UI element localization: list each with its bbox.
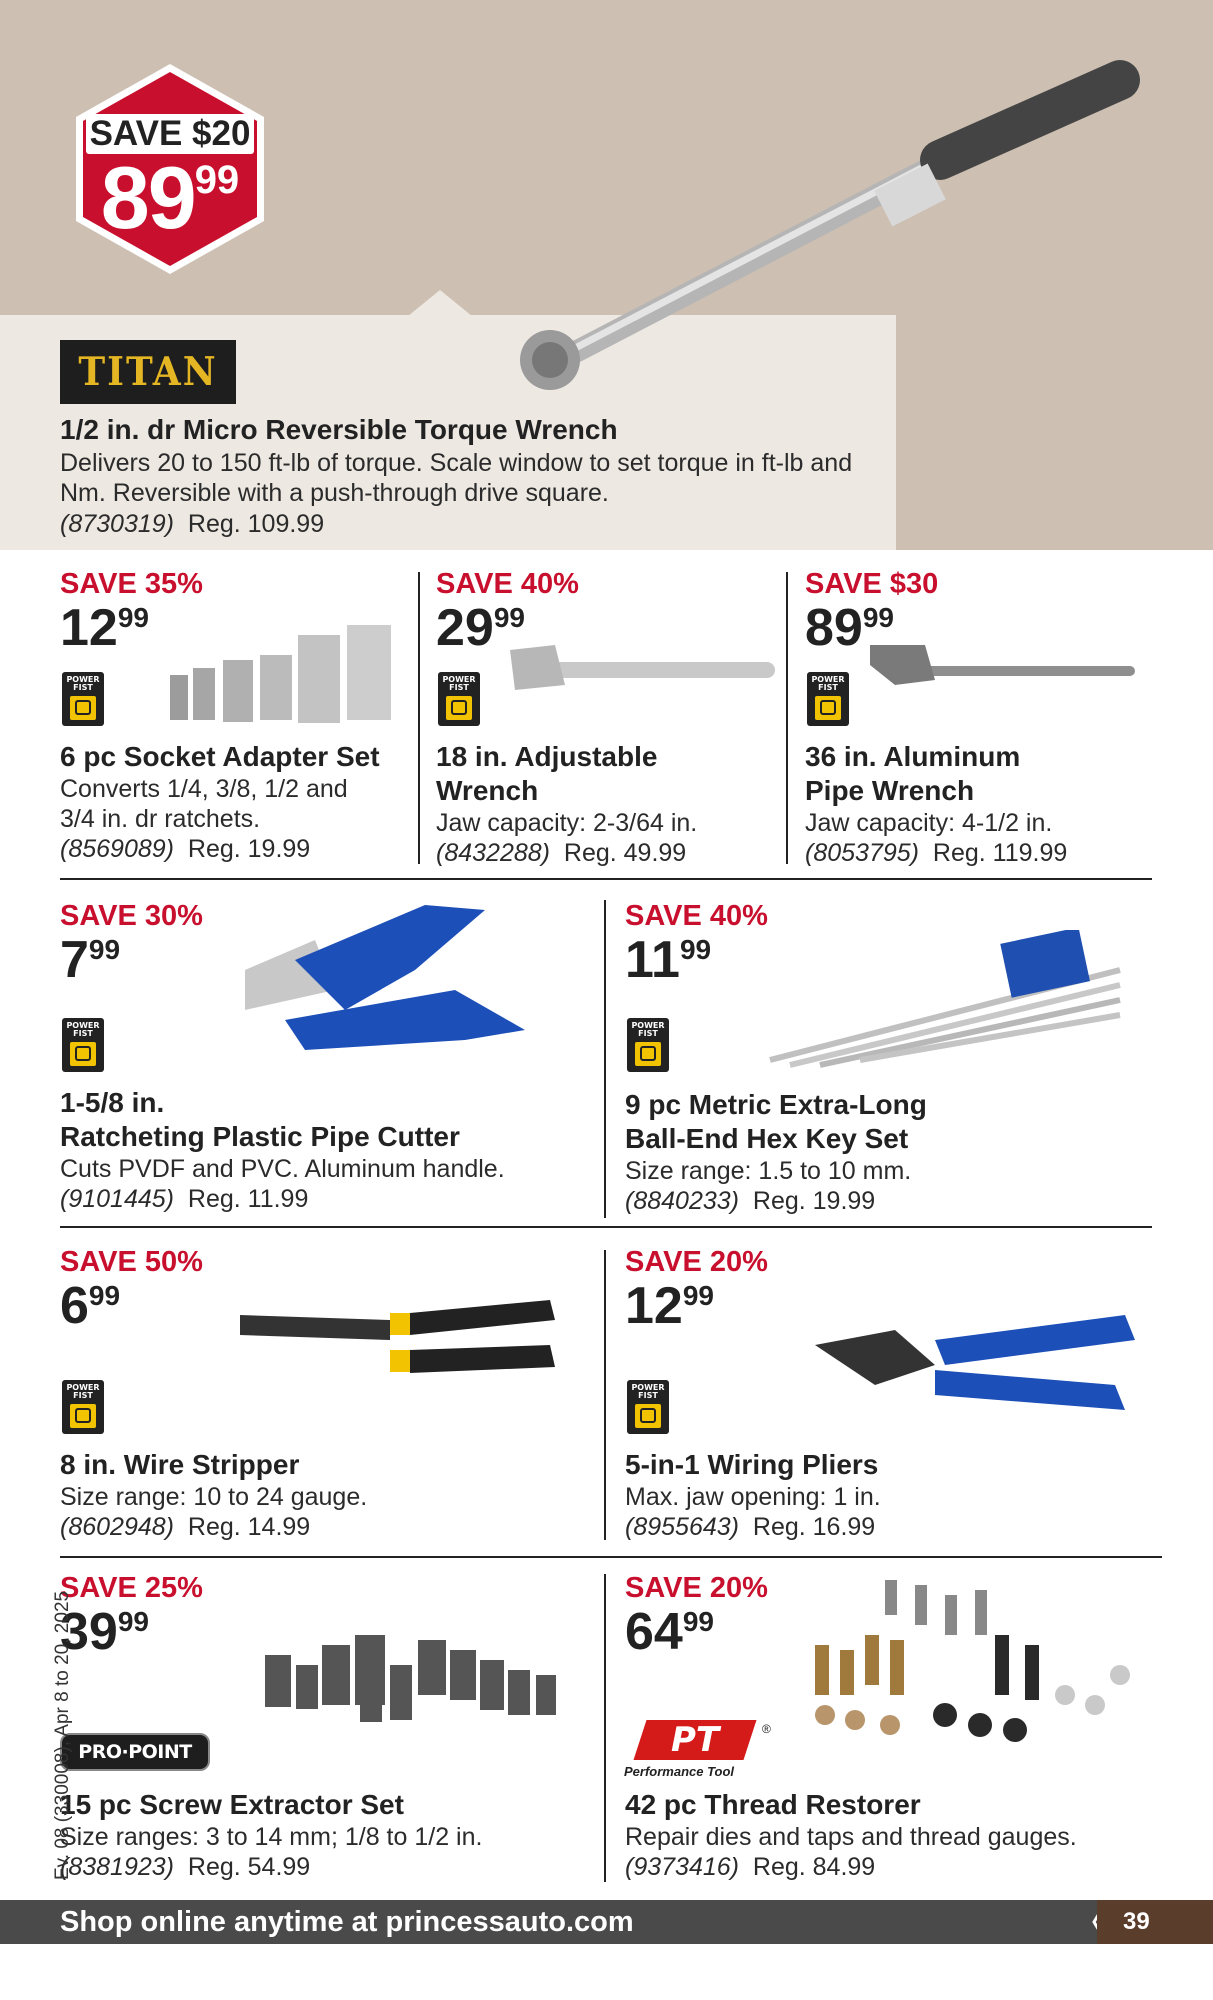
product-price-block: [625, 1572, 768, 1661]
product-info: [60, 1086, 590, 1214]
hero-sku: (8730319): [60, 510, 174, 538]
price-dollars: 64: [625, 1603, 683, 1661]
sale-price: [625, 1603, 768, 1661]
hero-product-description: Delivers 20 to 150 ft-lb of torque. Scale window to set torque in ft-lb and Nm. Reversible with a push-through drive square.: [60, 449, 853, 507]
power-fist-logo-bottom: FIST: [638, 1029, 658, 1038]
divider-h-row1: [60, 878, 1152, 880]
product-title: 6 pc Socket Adapter Set: [60, 741, 380, 772]
power-fist-logo-text: [62, 1384, 104, 1400]
product-code-line: [625, 1512, 1145, 1542]
pipe-wrench-image: [865, 640, 1145, 700]
hero-product-code: [60, 510, 324, 539]
hero-price: [86, 148, 254, 247]
product-info: [60, 1448, 590, 1542]
power-fist-logo-bottom: FIST: [449, 683, 469, 692]
power-fist-logo: [62, 1380, 104, 1434]
sale-price: [60, 1603, 203, 1661]
price-cents: 99: [88, 1280, 121, 1311]
product-title: 5-in-1 Wiring Pliers: [625, 1449, 879, 1480]
product-description: 3/4 in. dr ratchets.: [60, 805, 261, 833]
fist-icon: [75, 1408, 91, 1423]
product-info: [60, 740, 410, 864]
regular-price: Reg. 16.99: [752, 1513, 876, 1541]
power-fist-logo-text: [438, 676, 480, 692]
hero-price-badge: [72, 62, 268, 276]
product-info: [625, 1788, 1145, 1882]
power-fist-logo: [807, 672, 849, 726]
pt-logo-mark: PT: [670, 1720, 720, 1760]
save-label: SAVE 35%: [60, 568, 203, 600]
titan-logo: [60, 340, 236, 404]
sale-price: [60, 931, 203, 989]
price-cents: 99: [117, 1606, 149, 1637]
performance-tool-logo: [622, 1720, 782, 1780]
power-fist-logo-bottom: FIST: [73, 1029, 93, 1038]
divider-v-row1-a: [418, 572, 420, 864]
adjustable-wrench-image: [505, 640, 785, 700]
product-info: [805, 740, 1145, 868]
product-info: [60, 1788, 590, 1882]
price-dollars: 89: [805, 599, 863, 657]
propoint-logo: [60, 1733, 210, 1771]
divider-v-row4: [604, 1574, 606, 1882]
page-number-tab: [1097, 1900, 1213, 1944]
price-dollars: 7: [60, 931, 89, 989]
pipe-cutter-image: [225, 900, 565, 1060]
power-fist-logo-text: [627, 1022, 669, 1038]
product-description: Jaw capacity: 4-1/2 in.: [805, 809, 1053, 837]
power-fist-logo-text: [627, 1384, 669, 1400]
screw-extractor-image: [260, 1615, 570, 1735]
hero-notch: [408, 290, 472, 316]
product-description: Repair dies and taps and thread gauges.: [625, 1823, 1077, 1851]
product-title: Pipe Wrench: [805, 775, 975, 806]
divider-h-row3: [60, 1556, 1162, 1558]
product-sku: (8569089): [60, 835, 174, 863]
regular-price: Reg. 19.99: [187, 835, 311, 863]
product-price-block: [625, 900, 768, 989]
product-sku: (8432288): [436, 839, 550, 867]
power-fist-logo-text: [62, 676, 104, 692]
power-fist-logo-top: POWER: [66, 1021, 100, 1030]
hero-save-label: SAVE $20: [86, 114, 254, 154]
torque-wrench-image: [500, 60, 1160, 400]
save-label: SAVE 40%: [436, 568, 579, 600]
fist-icon: [75, 700, 91, 715]
power-fist-logo: [438, 672, 480, 726]
wire-stripper-image: [240, 1295, 560, 1385]
power-fist-logo-top: POWER: [811, 675, 845, 684]
product-title: 15 pc Screw Extractor Set: [60, 1789, 404, 1820]
fist-icon: [640, 1046, 656, 1061]
page-number: 39: [1123, 1908, 1150, 1935]
price-cents: 99: [682, 1606, 714, 1637]
regular-price: Reg. 119.99: [932, 839, 1068, 867]
power-fist-logo-top: POWER: [631, 1021, 665, 1030]
product-title: 8 in. Wire Stripper: [60, 1449, 300, 1480]
product-code-line: [625, 1852, 1145, 1882]
product-sku: (9373416): [625, 1853, 739, 1881]
product-price-block: [60, 900, 203, 989]
save-label: SAVE 50%: [60, 1246, 203, 1278]
power-fist-logo-top: POWER: [631, 1383, 665, 1392]
price-cents: 99: [88, 934, 121, 965]
footer-bar: [0, 1900, 1213, 1944]
product-code-line: [60, 1184, 590, 1214]
power-fist-logo-top: POWER: [66, 1383, 100, 1392]
price-dollars: 12: [625, 1277, 683, 1335]
power-fist-logo: [627, 1018, 669, 1072]
product-description: Cuts PVDF and PVC. Aluminum handle.: [60, 1155, 505, 1183]
sale-price: [625, 1277, 768, 1335]
power-fist-logo-text: [62, 1022, 104, 1038]
price-cents: 99: [493, 602, 525, 633]
socket-adapter-image: [165, 620, 395, 730]
regular-price: Reg. 84.99: [752, 1853, 876, 1881]
fist-icon: [75, 1046, 91, 1061]
product-title: Ratcheting Plastic Pipe Cutter: [60, 1121, 460, 1152]
product-title: 42 pc Thread Restorer: [625, 1789, 921, 1820]
product-title: Ball-End Hex Key Set: [625, 1123, 909, 1154]
price-cents: 99: [679, 934, 712, 965]
save-label: SAVE 40%: [625, 900, 768, 932]
price-dollars: 6: [60, 1277, 89, 1335]
product-code-line: [436, 838, 776, 868]
power-fist-logo-bottom: FIST: [638, 1391, 658, 1400]
hero-price-dollars: 89: [100, 148, 195, 247]
product-sku: (8381923): [60, 1853, 174, 1881]
product-description: Size range: 10 to 24 gauge.: [60, 1483, 368, 1511]
product-sku: (8053795): [805, 839, 919, 867]
fist-icon: [640, 1408, 656, 1423]
product-title: 1-5/8 in.: [60, 1087, 165, 1118]
pt-logo-block: [634, 1720, 757, 1760]
footer-shop-online-link[interactable]: Shop online anytime at princessauto.com: [60, 1906, 634, 1938]
regular-price: Reg. 11.99: [187, 1185, 309, 1213]
hero-product-title: 1/2 in. dr Micro Reversible Torque Wrench: [60, 414, 618, 445]
product-code-line: [805, 838, 1145, 868]
product-code-line: [60, 1512, 590, 1542]
product-price-block: [60, 1246, 203, 1335]
fist-icon: [820, 700, 836, 715]
fist-icon: [451, 700, 467, 715]
power-fist-logo: [62, 1018, 104, 1072]
product-title: 18 in. Adjustable: [436, 741, 658, 772]
thread-restorer-image: [795, 1575, 1155, 1755]
product-description: Max. jaw opening: 1 in.: [625, 1483, 881, 1511]
regular-price: Reg. 14.99: [187, 1513, 311, 1541]
hex-key-set-image: [760, 930, 1150, 1080]
product-sku: (9101445): [60, 1185, 174, 1213]
save-label: SAVE 25%: [60, 1572, 203, 1604]
pt-logo-registered: ®: [762, 1722, 771, 1736]
product-price-block: [625, 1246, 768, 1335]
price-dollars: 39: [60, 1603, 118, 1661]
product-info: [625, 1088, 1145, 1216]
price-dollars: 11: [625, 931, 680, 989]
product-description: Size ranges: 3 to 14 mm; 1/8 to 1/2 in.: [60, 1823, 483, 1851]
pt-logo-subtitle: Performance Tool: [624, 1764, 735, 1779]
product-info: [625, 1448, 1145, 1542]
product-description: Converts 1/4, 3/8, 1/2 and: [60, 775, 348, 803]
save-label: SAVE 30%: [60, 900, 203, 932]
power-fist-logo-top: POWER: [442, 675, 476, 684]
power-fist-logo: [62, 672, 104, 726]
regular-price: Reg. 19.99: [752, 1187, 876, 1215]
divider-v-row2: [604, 900, 606, 1218]
hero-reg-price: Reg. 109.99: [187, 510, 325, 538]
product-description: Jaw capacity: 2-3/64 in.: [436, 809, 698, 837]
product-title: Wrench: [436, 775, 539, 806]
product-title: 36 in. Aluminum: [805, 741, 1021, 772]
product-code-line: [60, 1852, 590, 1882]
product-title: 9 pc Metric Extra-Long: [625, 1089, 927, 1120]
hero-price-cents: 99: [194, 158, 240, 202]
regular-price: Reg. 54.99: [187, 1853, 311, 1881]
power-fist-logo-bottom: FIST: [73, 683, 93, 692]
divider-h-row2: [60, 1226, 1152, 1228]
save-label: SAVE 20%: [625, 1572, 768, 1604]
wiring-pliers-image: [815, 1310, 1145, 1420]
power-fist-logo-bottom: FIST: [73, 1391, 93, 1400]
price-cents: 99: [682, 1280, 714, 1311]
divider-v-row3: [604, 1250, 606, 1540]
save-label: SAVE $30: [805, 568, 939, 600]
save-label: SAVE 20%: [625, 1246, 768, 1278]
flyer-edition-text: Ev. 08 (330008), Apr 8 to 20, 2025: [52, 1590, 73, 1880]
regular-price: Reg. 49.99: [563, 839, 687, 867]
price-cents: 99: [862, 602, 894, 633]
sale-price: [60, 1277, 203, 1335]
power-fist-logo-text: [807, 676, 849, 692]
power-fist-logo-top: POWER: [66, 675, 100, 684]
product-code-line: [625, 1186, 1145, 1216]
product-sku: (8955643): [625, 1513, 739, 1541]
product-sku: (8602948): [60, 1513, 174, 1541]
price-dollars: 29: [436, 599, 494, 657]
propoint-logo-text: PRO·POINT: [78, 1741, 192, 1763]
price-dollars: 12: [60, 599, 118, 657]
sale-price: [625, 931, 768, 989]
price-cents: 99: [117, 602, 149, 633]
product-code-line: [60, 834, 410, 864]
product-description: Size range: 1.5 to 10 mm.: [625, 1157, 912, 1185]
product-info: [436, 740, 776, 868]
power-fist-logo: [627, 1380, 669, 1434]
titan-logo-text: TITAN: [78, 348, 218, 396]
divider-v-row1-b: [786, 572, 788, 864]
product-sku: (8840233): [625, 1187, 739, 1215]
power-fist-logo-bottom: FIST: [818, 683, 838, 692]
product-price-block: [60, 1572, 203, 1661]
